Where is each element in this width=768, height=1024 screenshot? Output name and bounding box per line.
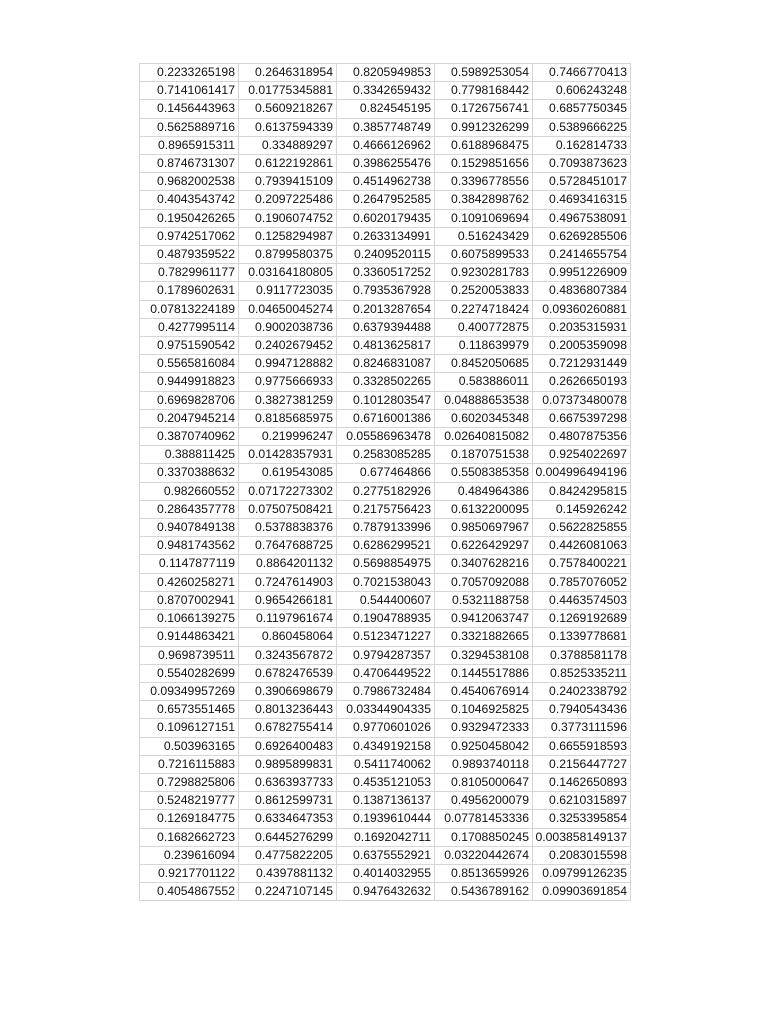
table-cell[interactable]: 0.606243248 bbox=[533, 82, 631, 100]
table-cell[interactable]: 0.1708850245 bbox=[435, 828, 533, 846]
table-cell[interactable]: 0.4836807384 bbox=[533, 282, 631, 300]
table-cell[interactable]: 0.1091069694 bbox=[435, 209, 533, 227]
table-cell[interactable]: 0.1692042711 bbox=[337, 828, 435, 846]
table-cell[interactable]: 0.02640815082 bbox=[435, 428, 533, 446]
table-cell[interactable]: 0.2402679452 bbox=[239, 337, 337, 355]
table-cell[interactable]: 0.334889297 bbox=[239, 136, 337, 154]
table-row bbox=[140, 719, 631, 737]
table-cell[interactable]: 0.7212931449 bbox=[533, 355, 631, 373]
table-cell[interactable]: 0.6363937733 bbox=[239, 773, 337, 791]
table-cell[interactable]: 0.3773111596 bbox=[533, 719, 631, 737]
table-cell[interactable]: 0.2005359098 bbox=[533, 337, 631, 355]
table-cell[interactable]: 0.03344904335 bbox=[337, 701, 435, 719]
table-cell[interactable]: 0.5625889716 bbox=[140, 118, 239, 136]
table-cell[interactable]: 0.01775345881 bbox=[239, 82, 337, 100]
table-cell[interactable]: 0.2626650193 bbox=[533, 373, 631, 391]
table-cell[interactable]: 0.8864201132 bbox=[239, 555, 337, 573]
table-cell[interactable]: 0.8246831087 bbox=[337, 355, 435, 373]
table-row bbox=[140, 300, 631, 318]
table-cell[interactable]: 0.2409520115 bbox=[337, 246, 435, 264]
table-cell[interactable]: 0.2775182926 bbox=[337, 482, 435, 500]
table-cell[interactable]: 0.239616094 bbox=[140, 846, 239, 864]
table-cell[interactable]: 0.3253395854 bbox=[533, 810, 631, 828]
table-cell[interactable]: 0.2035315931 bbox=[533, 318, 631, 336]
table-cell[interactable]: 0.4879359522 bbox=[140, 246, 239, 264]
table-cell[interactable]: 0.04888653538 bbox=[435, 391, 533, 409]
table-cell[interactable]: 0.8965915311 bbox=[140, 136, 239, 154]
table-cell[interactable]: 0.4260258271 bbox=[140, 573, 239, 591]
table-row bbox=[140, 591, 631, 609]
table-cell[interactable]: 0.9449918823 bbox=[140, 373, 239, 391]
table-cell[interactable]: 0.09799126235 bbox=[533, 864, 631, 882]
table-cell[interactable]: 0.2274718424 bbox=[435, 300, 533, 318]
table-cell[interactable]: 0.7057092088 bbox=[435, 573, 533, 591]
table-cell[interactable]: 0.7935367928 bbox=[337, 282, 435, 300]
table-row bbox=[140, 846, 631, 864]
table-row bbox=[140, 355, 631, 373]
table-cell[interactable]: 0.6188968475 bbox=[435, 136, 533, 154]
table-cell[interactable]: 0.7247614903 bbox=[239, 573, 337, 591]
table-cell[interactable]: 0.9850697967 bbox=[435, 519, 533, 537]
table-body bbox=[140, 64, 631, 901]
table-cell[interactable]: 0.03220442674 bbox=[435, 846, 533, 864]
table-row bbox=[140, 464, 631, 482]
table-row bbox=[140, 682, 631, 700]
table-cell[interactable]: 0.2247107145 bbox=[239, 883, 337, 901]
table-cell[interactable]: 0.9775666933 bbox=[239, 373, 337, 391]
table-cell[interactable]: 0.7298825806 bbox=[140, 773, 239, 791]
table-cell[interactable]: 0.8185685975 bbox=[239, 409, 337, 427]
table-cell[interactable]: 0.1012803547 bbox=[337, 391, 435, 409]
table-cell[interactable]: 0.3370388632 bbox=[140, 464, 239, 482]
table-cell[interactable]: 0.4277995114 bbox=[140, 318, 239, 336]
table-cell[interactable]: 0.1462650893 bbox=[533, 773, 631, 791]
table-cell[interactable]: 0.3986255476 bbox=[337, 155, 435, 173]
table-cell[interactable]: 0.1339778681 bbox=[533, 628, 631, 646]
table-row bbox=[140, 373, 631, 391]
table-row bbox=[140, 82, 631, 100]
table-cell[interactable]: 0.4397881132 bbox=[239, 864, 337, 882]
table-cell[interactable]: 0.2047945214 bbox=[140, 409, 239, 427]
table-cell[interactable]: 0.4014032955 bbox=[337, 864, 435, 882]
table-cell[interactable]: 0.8105000647 bbox=[435, 773, 533, 791]
table-cell[interactable]: 0.6782476539 bbox=[239, 664, 337, 682]
table-cell[interactable]: 0.9476432632 bbox=[337, 883, 435, 901]
table-cell[interactable]: 0.7939415109 bbox=[239, 173, 337, 191]
table-cell[interactable]: 0.3342659432 bbox=[337, 82, 435, 100]
table-cell[interactable]: 0.1096127151 bbox=[140, 719, 239, 737]
table-row bbox=[140, 155, 631, 173]
table-cell[interactable]: 0.3407628216 bbox=[435, 555, 533, 573]
table-cell[interactable]: 0.824545195 bbox=[337, 100, 435, 118]
table-cell[interactable]: 0.9698739511 bbox=[140, 646, 239, 664]
table-row bbox=[140, 519, 631, 537]
table-cell[interactable]: 0.9407849138 bbox=[140, 519, 239, 537]
table-cell[interactable]: 0.3396778556 bbox=[435, 173, 533, 191]
table-row bbox=[140, 810, 631, 828]
table-cell[interactable]: 0.6269285506 bbox=[533, 227, 631, 245]
table-cell[interactable]: 0.2633134991 bbox=[337, 227, 435, 245]
table-cell[interactable]: 0.1904788935 bbox=[337, 610, 435, 628]
table-cell[interactable]: 0.619543085 bbox=[239, 464, 337, 482]
table-cell[interactable]: 0.4706449522 bbox=[337, 664, 435, 682]
table-cell[interactable]: 0.9751590542 bbox=[140, 337, 239, 355]
table-cell[interactable]: 0.7647688725 bbox=[239, 537, 337, 555]
table-cell[interactable]: 0.8205949853 bbox=[337, 64, 435, 82]
table-cell[interactable]: 0.544400607 bbox=[337, 591, 435, 609]
table-cell[interactable]: 0.6716001386 bbox=[337, 409, 435, 427]
table-cell[interactable]: 0.1197961674 bbox=[239, 610, 337, 628]
table-cell[interactable]: 0.4349192158 bbox=[337, 737, 435, 755]
table-cell[interactable]: 0.9002038736 bbox=[239, 318, 337, 336]
table-cell[interactable]: 0.3360517252 bbox=[337, 264, 435, 282]
table-cell[interactable]: 0.9912326299 bbox=[435, 118, 533, 136]
table-cell[interactable]: 0.07813224189 bbox=[140, 300, 239, 318]
table-cell[interactable]: 0.2583085285 bbox=[337, 446, 435, 464]
table-cell[interactable]: 0.1870751538 bbox=[435, 446, 533, 464]
table-cell[interactable]: 0.7141061417 bbox=[140, 82, 239, 100]
table-cell[interactable]: 0.9144863421 bbox=[140, 628, 239, 646]
table-cell[interactable]: 0.9250458042 bbox=[435, 737, 533, 755]
table-cell[interactable]: 0.9412063747 bbox=[435, 610, 533, 628]
table-row bbox=[140, 428, 631, 446]
table-row bbox=[140, 737, 631, 755]
table-cell[interactable]: 0.6782755414 bbox=[239, 719, 337, 737]
table-cell[interactable]: 0.8013236443 bbox=[239, 701, 337, 719]
table-row bbox=[140, 246, 631, 264]
table-cell[interactable]: 0.1387136137 bbox=[337, 792, 435, 810]
table-row bbox=[140, 537, 631, 555]
table-row bbox=[140, 337, 631, 355]
table-cell[interactable]: 0.1046925825 bbox=[435, 701, 533, 719]
table-cell[interactable]: 0.2646318954 bbox=[239, 64, 337, 82]
table-cell[interactable]: 0.5436789162 bbox=[435, 883, 533, 901]
table-cell[interactable]: 0.5989253054 bbox=[435, 64, 533, 82]
table-cell[interactable]: 0.162814733 bbox=[533, 136, 631, 154]
table-row bbox=[140, 628, 631, 646]
table-cell[interactable]: 0.6137594339 bbox=[239, 118, 337, 136]
table-cell[interactable]: 0.1939610444 bbox=[337, 810, 435, 828]
table-cell[interactable]: 0.01428357931 bbox=[239, 446, 337, 464]
table-cell[interactable]: 0.1147877119 bbox=[140, 555, 239, 573]
table-cell[interactable]: 0.2097225486 bbox=[239, 191, 337, 209]
table-cell[interactable]: 0.07781453336 bbox=[435, 810, 533, 828]
table-cell[interactable]: 0.5321188758 bbox=[435, 591, 533, 609]
table-cell[interactable]: 0.4666126962 bbox=[337, 136, 435, 154]
table-cell[interactable]: 0.219996247 bbox=[239, 428, 337, 446]
table-cell[interactable]: 0.7216115883 bbox=[140, 755, 239, 773]
table-row bbox=[140, 792, 631, 810]
table-cell[interactable]: 0.1258294987 bbox=[239, 227, 337, 245]
table-cell[interactable]: 0.2233265198 bbox=[140, 64, 239, 82]
table-cell[interactable]: 0.145926242 bbox=[533, 500, 631, 518]
table-row bbox=[140, 136, 631, 154]
table-row bbox=[140, 191, 631, 209]
table-cell[interactable]: 0.6375552921 bbox=[337, 846, 435, 864]
table-cell[interactable]: 0.6286299521 bbox=[337, 537, 435, 555]
table-cell[interactable]: 0.07507508421 bbox=[239, 500, 337, 518]
table-cell[interactable]: 0.4540676914 bbox=[435, 682, 533, 700]
table-row bbox=[140, 883, 631, 901]
table-cell[interactable]: 0.5248219777 bbox=[140, 792, 239, 810]
table-cell[interactable]: 0.1445517886 bbox=[435, 664, 533, 682]
table-cell[interactable]: 0.004996494196 bbox=[533, 464, 631, 482]
table-cell[interactable]: 0.9230281783 bbox=[435, 264, 533, 282]
table-cell[interactable]: 0.2156447727 bbox=[533, 755, 631, 773]
table-cell[interactable]: 0.1789602631 bbox=[140, 282, 239, 300]
table-row bbox=[140, 318, 631, 336]
table-cell[interactable]: 0.6445276299 bbox=[239, 828, 337, 846]
table-cell[interactable]: 0.5609218267 bbox=[239, 100, 337, 118]
table-cell[interactable]: 0.2175756423 bbox=[337, 500, 435, 518]
table-cell[interactable]: 0.3857748749 bbox=[337, 118, 435, 136]
table-cell[interactable]: 0.5728451017 bbox=[533, 173, 631, 191]
table-cell[interactable]: 0.9947128882 bbox=[239, 355, 337, 373]
table-row bbox=[140, 864, 631, 882]
table-cell[interactable]: 0.5565816084 bbox=[140, 355, 239, 373]
table-cell[interactable]: 0.1906074752 bbox=[239, 209, 337, 227]
table-cell[interactable]: 0.6210315897 bbox=[533, 792, 631, 810]
table-row bbox=[140, 64, 631, 82]
table-cell[interactable]: 0.8424295815 bbox=[533, 482, 631, 500]
table-cell[interactable]: 0.7578400221 bbox=[533, 555, 631, 573]
table-cell[interactable]: 0.05586963478 bbox=[337, 428, 435, 446]
table-row bbox=[140, 100, 631, 118]
table-cell[interactable]: 0.4813625817 bbox=[337, 337, 435, 355]
table-cell[interactable]: 0.9895899831 bbox=[239, 755, 337, 773]
table-cell[interactable]: 0.8746731307 bbox=[140, 155, 239, 173]
table-cell[interactable]: 0.8799580375 bbox=[239, 246, 337, 264]
table-cell[interactable]: 0.3842898762 bbox=[435, 191, 533, 209]
table-cell[interactable]: 0.6379394488 bbox=[337, 318, 435, 336]
table-cell[interactable]: 0.8707002941 bbox=[140, 591, 239, 609]
table-cell[interactable]: 0.2402338792 bbox=[533, 682, 631, 700]
table-cell[interactable]: 0.3321882665 bbox=[435, 628, 533, 646]
table-cell[interactable]: 0.09349957269 bbox=[140, 682, 239, 700]
table-cell[interactable]: 0.9117723035 bbox=[239, 282, 337, 300]
table-cell[interactable]: 0.9951226909 bbox=[533, 264, 631, 282]
table-cell[interactable]: 0.6857750345 bbox=[533, 100, 631, 118]
table-cell[interactable]: 0.583886011 bbox=[435, 373, 533, 391]
table-cell[interactable]: 0.3243567872 bbox=[239, 646, 337, 664]
table-cell[interactable]: 0.4807875356 bbox=[533, 428, 631, 446]
table-cell[interactable]: 0.9794287357 bbox=[337, 646, 435, 664]
table-cell[interactable]: 0.7798168442 bbox=[435, 82, 533, 100]
table-cell[interactable]: 0.4967538091 bbox=[533, 209, 631, 227]
table-cell[interactable]: 0.2013287654 bbox=[337, 300, 435, 318]
table-cell[interactable]: 0.6655918593 bbox=[533, 737, 631, 755]
table-cell[interactable]: 0.5389666225 bbox=[533, 118, 631, 136]
table-cell[interactable]: 0.2647952585 bbox=[337, 191, 435, 209]
table-cell[interactable]: 0.9329472333 bbox=[435, 719, 533, 737]
table-row bbox=[140, 500, 631, 518]
table-cell[interactable]: 0.4426081063 bbox=[533, 537, 631, 555]
table-cell[interactable]: 0.5508385358 bbox=[435, 464, 533, 482]
table-cell[interactable]: 0.3788581178 bbox=[533, 646, 631, 664]
table-cell[interactable]: 0.7986732484 bbox=[337, 682, 435, 700]
table-cell[interactable]: 0.2414655754 bbox=[533, 246, 631, 264]
table-cell[interactable]: 0.5698854975 bbox=[337, 555, 435, 573]
table-cell[interactable]: 0.3906698679 bbox=[239, 682, 337, 700]
table-row bbox=[140, 555, 631, 573]
table-cell[interactable]: 0.3294538108 bbox=[435, 646, 533, 664]
table-row bbox=[140, 664, 631, 682]
table-cell[interactable]: 0.6132200095 bbox=[435, 500, 533, 518]
table-cell[interactable]: 0.7940543436 bbox=[533, 701, 631, 719]
table-cell[interactable]: 0.3328502265 bbox=[337, 373, 435, 391]
table-row bbox=[140, 173, 631, 191]
table-cell[interactable]: 0.6020345348 bbox=[435, 409, 533, 427]
table-row bbox=[140, 227, 631, 245]
table-cell[interactable]: 0.8525335211 bbox=[533, 664, 631, 682]
table-row bbox=[140, 391, 631, 409]
table-cell[interactable]: 0.1726756741 bbox=[435, 100, 533, 118]
table-cell[interactable]: 0.2864357778 bbox=[140, 500, 239, 518]
table-cell[interactable]: 0.6122192861 bbox=[239, 155, 337, 173]
table-cell[interactable]: 0.9893740118 bbox=[435, 755, 533, 773]
table-cell[interactable]: 0.09360260881 bbox=[533, 300, 631, 318]
table-cell[interactable]: 0.7829961177 bbox=[140, 264, 239, 282]
table-cell[interactable]: 0.4463574503 bbox=[533, 591, 631, 609]
table-cell[interactable]: 0.6573551465 bbox=[140, 701, 239, 719]
table-cell[interactable]: 0.4043543742 bbox=[140, 191, 239, 209]
table-cell[interactable]: 0.6926400483 bbox=[239, 737, 337, 755]
table-row bbox=[140, 573, 631, 591]
table-cell[interactable]: 0.5540282699 bbox=[140, 664, 239, 682]
table-cell[interactable]: 0.7093873623 bbox=[533, 155, 631, 173]
table-cell[interactable]: 0.6226429297 bbox=[435, 537, 533, 555]
table-cell[interactable]: 0.6020179435 bbox=[337, 209, 435, 227]
table-cell[interactable]: 0.9742517062 bbox=[140, 227, 239, 245]
table-row bbox=[140, 446, 631, 464]
table-cell[interactable]: 0.5123471227 bbox=[337, 628, 435, 646]
table-row bbox=[140, 755, 631, 773]
table-cell[interactable]: 0.4054867552 bbox=[140, 883, 239, 901]
table-cell[interactable]: 0.6075899533 bbox=[435, 246, 533, 264]
table-cell[interactable]: 0.7466770413 bbox=[533, 64, 631, 82]
table-cell[interactable]: 0.1529851656 bbox=[435, 155, 533, 173]
table-cell[interactable]: 0.4956200079 bbox=[435, 792, 533, 810]
table-cell[interactable]: 0.677464866 bbox=[337, 464, 435, 482]
table-row bbox=[140, 409, 631, 427]
table-cell[interactable]: 0.4775822205 bbox=[239, 846, 337, 864]
table-cell[interactable]: 0.6675397298 bbox=[533, 409, 631, 427]
table-cell[interactable]: 0.860458064 bbox=[239, 628, 337, 646]
table-cell[interactable]: 0.9770601026 bbox=[337, 719, 435, 737]
table-cell[interactable]: 0.5378838376 bbox=[239, 519, 337, 537]
table-row bbox=[140, 828, 631, 846]
table-cell[interactable]: 0.6969828706 bbox=[140, 391, 239, 409]
table-cell[interactable]: 0.484964386 bbox=[435, 482, 533, 500]
table-cell[interactable]: 0.07172273302 bbox=[239, 482, 337, 500]
table-cell[interactable]: 0.118639979 bbox=[435, 337, 533, 355]
table-cell[interactable]: 0.5622825855 bbox=[533, 519, 631, 537]
table-row bbox=[140, 118, 631, 136]
table-cell[interactable]: 0.03164180805 bbox=[239, 264, 337, 282]
table-cell[interactable]: 0.9217701122 bbox=[140, 864, 239, 882]
table-cell[interactable]: 0.9654266181 bbox=[239, 591, 337, 609]
table-row bbox=[140, 282, 631, 300]
table-cell[interactable]: 0.503963165 bbox=[140, 737, 239, 755]
table-cell[interactable]: 0.1682662723 bbox=[140, 828, 239, 846]
table-cell[interactable]: 0.1950426265 bbox=[140, 209, 239, 227]
table-cell[interactable]: 0.1066139275 bbox=[140, 610, 239, 628]
table-cell[interactable]: 0.09903691854 bbox=[533, 883, 631, 901]
table-cell[interactable]: 0.6334647353 bbox=[239, 810, 337, 828]
table-cell[interactable]: 0.1269192689 bbox=[533, 610, 631, 628]
table-cell[interactable]: 0.8513659926 bbox=[435, 864, 533, 882]
table-row bbox=[140, 264, 631, 282]
table-cell[interactable]: 0.388811425 bbox=[140, 446, 239, 464]
table-cell[interactable]: 0.04650045274 bbox=[239, 300, 337, 318]
table-cell[interactable]: 0.9481743562 bbox=[140, 537, 239, 555]
table-row bbox=[140, 773, 631, 791]
table-cell[interactable]: 0.1269184775 bbox=[140, 810, 239, 828]
table-cell[interactable]: 0.400772875 bbox=[435, 318, 533, 336]
table-cell[interactable]: 0.9254022697 bbox=[533, 446, 631, 464]
table-cell[interactable]: 0.9682002538 bbox=[140, 173, 239, 191]
table-cell[interactable]: 0.07373480078 bbox=[533, 391, 631, 409]
table-cell[interactable]: 0.8452050685 bbox=[435, 355, 533, 373]
table-cell[interactable]: 0.2083015598 bbox=[533, 846, 631, 864]
table-row bbox=[140, 482, 631, 500]
table-cell[interactable]: 0.1456443963 bbox=[140, 100, 239, 118]
table-cell[interactable]: 0.982660552 bbox=[140, 482, 239, 500]
table-cell[interactable]: 0.516243429 bbox=[435, 227, 533, 245]
table-cell[interactable]: 0.7879133996 bbox=[337, 519, 435, 537]
table-cell[interactable]: 0.4535121053 bbox=[337, 773, 435, 791]
table-cell[interactable]: 0.3827381259 bbox=[239, 391, 337, 409]
table-cell[interactable]: 0.8612599731 bbox=[239, 792, 337, 810]
table-cell[interactable]: 0.2520053833 bbox=[435, 282, 533, 300]
table-cell[interactable]: 0.4693416315 bbox=[533, 191, 631, 209]
table-cell[interactable]: 0.7857076052 bbox=[533, 573, 631, 591]
table-cell[interactable]: 0.003858149137 bbox=[533, 828, 631, 846]
table-cell[interactable]: 0.7021538043 bbox=[337, 573, 435, 591]
data-table bbox=[139, 63, 631, 901]
table-cell[interactable]: 0.3870740962 bbox=[140, 428, 239, 446]
table-row bbox=[140, 610, 631, 628]
table-row bbox=[140, 646, 631, 664]
table-row bbox=[140, 209, 631, 227]
table-cell[interactable]: 0.5411740062 bbox=[337, 755, 435, 773]
table-cell[interactable]: 0.4514962738 bbox=[337, 173, 435, 191]
table-row bbox=[140, 701, 631, 719]
